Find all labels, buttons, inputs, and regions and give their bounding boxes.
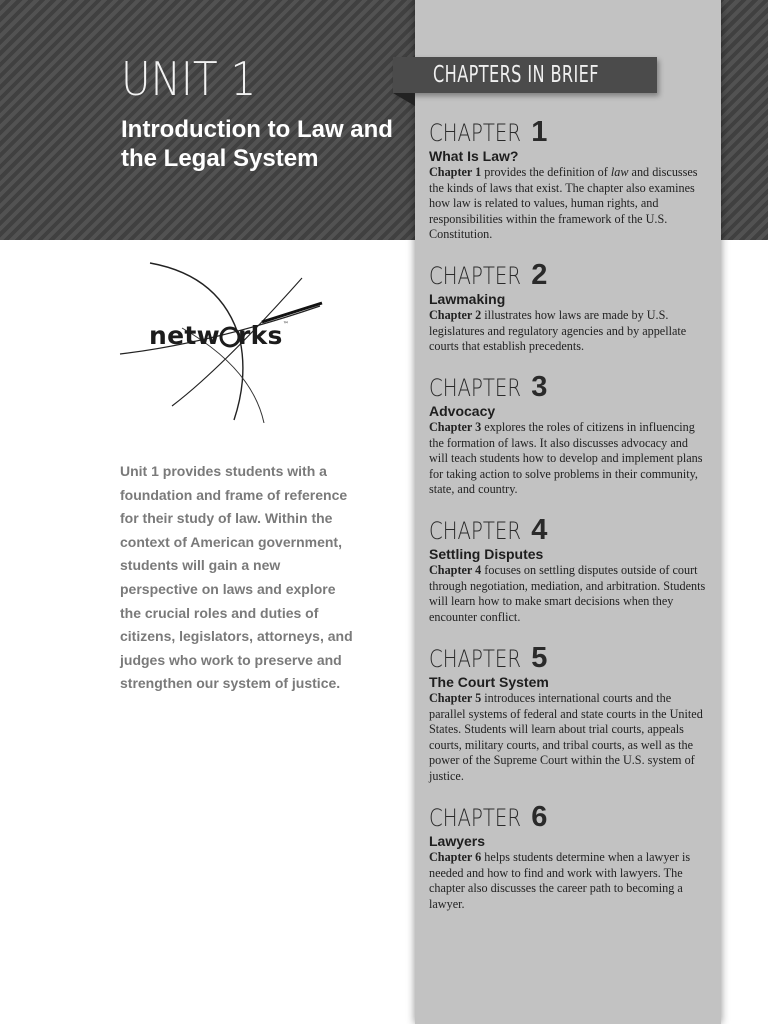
- chapter-title: What Is Law?: [429, 148, 519, 164]
- unit-title: Introduction to Law and the Legal System: [121, 116, 393, 172]
- chapter-heading: [429, 801, 707, 831]
- summary-italic: law: [610, 165, 629, 179]
- chapter-summary: [429, 563, 707, 625]
- networks-wordmark: [149, 321, 289, 350]
- summary-text: illustrates how laws are made by U.S. legislatures and regulatory agencies and by appellate courts that establish precedents.: [429, 308, 687, 354]
- chapter-word: CHAPTER: [429, 517, 522, 545]
- unit-label: UNIT 1: [121, 52, 257, 106]
- chapter-title: Advocacy: [429, 403, 496, 419]
- networks-logo: [112, 258, 332, 423]
- unit-intro-paragraph: Unit 1 provides students with a foundation and frame of reference for their study of law. Within the context of American government, students will gain a new perspective on laws and explore the crucial roles and duties of citizens, legislators, attorneys, and judges who work to preserve and strengthen our system of justice.: [120, 463, 353, 692]
- chapter-title: Lawmaking: [429, 291, 506, 307]
- chapter-word: CHAPTER: [429, 262, 522, 290]
- trademark-symbol: ™: [282, 321, 290, 328]
- chapter-number: 1: [531, 116, 548, 148]
- chapter-heading: [429, 514, 707, 544]
- chapter-1: [429, 116, 707, 243]
- chapter-number: 3: [531, 371, 548, 403]
- chapter-summary: [429, 308, 707, 355]
- chapter-word: CHAPTER: [429, 119, 522, 147]
- chapters-in-brief-header: [393, 57, 657, 93]
- chapter-number: 6: [531, 801, 548, 833]
- chapter-lead: Chapter 1: [429, 165, 482, 179]
- chapter-summary: [429, 691, 707, 785]
- chapter-heading: [429, 371, 707, 401]
- chapter-lead: Chapter 5: [429, 691, 482, 705]
- header-ribbon-fold: [393, 93, 415, 106]
- chapter-title: Settling Disputes: [429, 546, 544, 562]
- chapter-heading: [429, 116, 707, 146]
- summary-text: introduces international courts and the parallel systems of federal and state courts in the United States. Students will learn about trial courts, appeals courts, military courts, and tribal courts, as well as the power of the Supreme Court within the U.S. system of justice.: [429, 691, 703, 783]
- chapter-number: 4: [531, 514, 548, 546]
- chapter-5: [429, 642, 707, 785]
- chapter-6: [429, 801, 707, 912]
- chapter-number: 2: [531, 259, 548, 291]
- chapter-word: CHAPTER: [429, 374, 522, 402]
- chapter-lead: Chapter 4: [429, 563, 482, 577]
- chapter-title: The Court System: [429, 674, 549, 690]
- chapter-3: [429, 371, 707, 498]
- logo-text-pre: netw: [149, 321, 220, 350]
- chapter-summary: [429, 850, 707, 912]
- chapter-lead: Chapter 6: [429, 850, 482, 864]
- chapter-lead: Chapter 2: [429, 308, 482, 322]
- logo-text-post: rks: [238, 321, 283, 350]
- chapter-word: CHAPTER: [429, 804, 522, 832]
- chapter-title: Lawyers: [429, 833, 486, 849]
- chapter-lead: Chapter 3: [429, 420, 482, 434]
- chapter-summary: [429, 420, 707, 498]
- summary-text: provides the definition of: [481, 165, 611, 179]
- summary-text: and discusses the kinds of laws that exist. The chapter also examines how law is related to values, human rights, and responsibilities within the framework of the U.S. Constitution.: [429, 165, 698, 242]
- summary-text: explores the roles of citizens in influencing the formation of laws. It also discusses advocacy and will teach students how to develop and implement plans for taking action to solve problems in their community, state, and country.: [429, 420, 703, 497]
- chapter-heading: [429, 259, 707, 289]
- chapters-in-brief-label: CHAPTERS IN BRIEF: [433, 62, 599, 88]
- summary-text: focuses on settling disputes outside of court through negotiation, mediation, and arbitration. Students will learn how to make smart decisions when they encounter conflict.: [429, 563, 706, 624]
- chapter-number: 5: [531, 642, 548, 674]
- chapter-2: [429, 259, 707, 355]
- chapter-heading: [429, 642, 707, 672]
- chapter-4: [429, 514, 707, 625]
- summary-text: helps students determine when a lawyer is needed and how to find and work with lawyers. The chapter also discusses the career path to becoming a lawyer.: [429, 850, 691, 911]
- chapter-word: CHAPTER: [429, 645, 522, 673]
- chapter-summary: [429, 165, 707, 243]
